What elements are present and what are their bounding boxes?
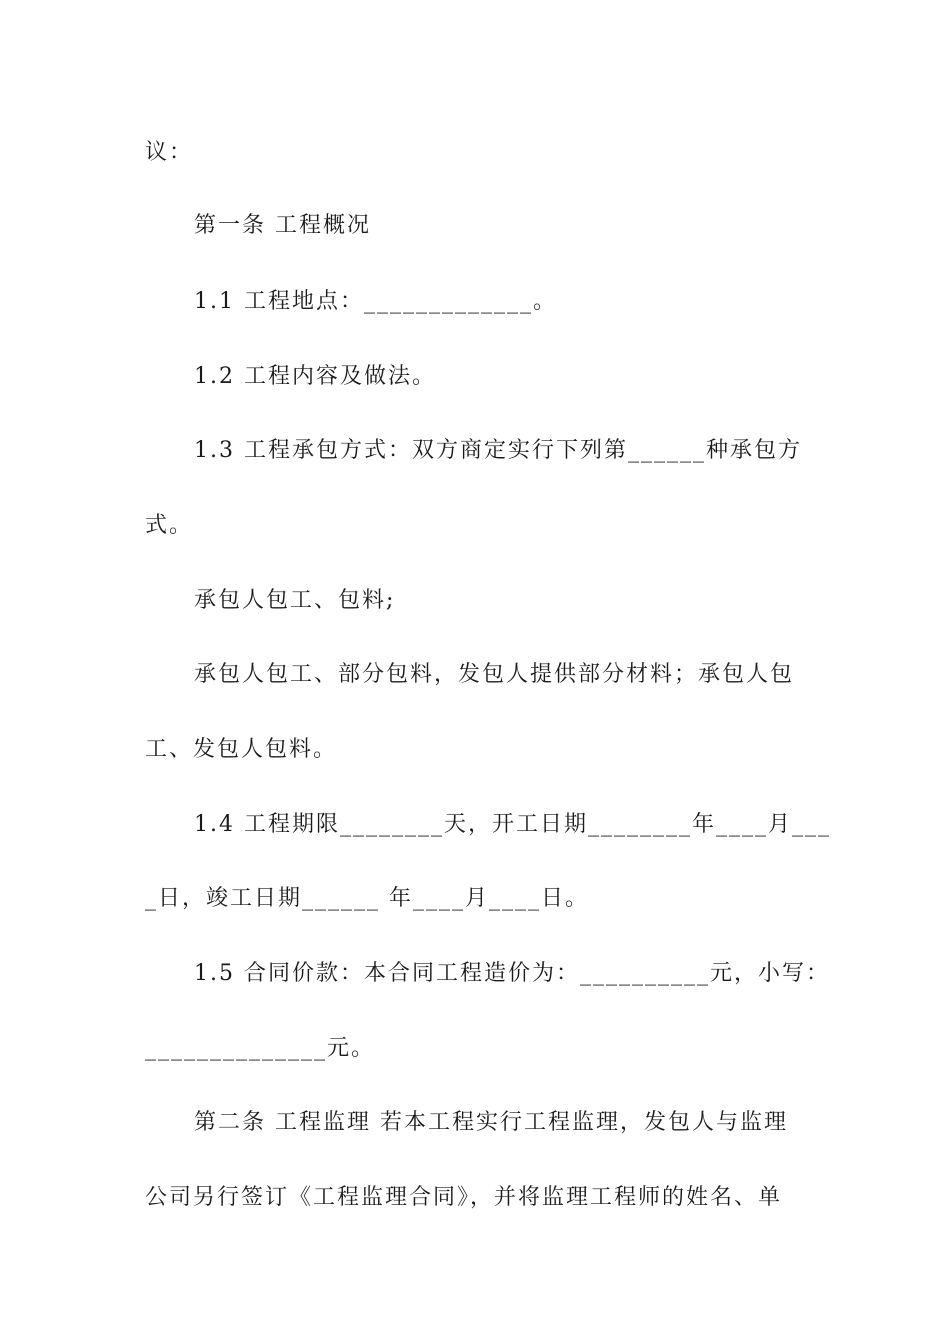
text-line: 承包人包工、部分包料，发包人提供部分材料；承包人包 <box>194 662 795 687</box>
text-line: 工、发包人包料。 <box>145 737 338 762</box>
text-line: _日，竣工日期______ 年____月____日。 <box>145 886 589 911</box>
section-heading: 第一条 工程概况 <box>194 213 371 238</box>
text-line: 式。 <box>145 513 194 538</box>
text-line: 1.1 工程地点：_____________。 <box>194 289 557 314</box>
section-heading: 第二条 工程监理 若本工程实行工程监理，发包人与监理 <box>194 1110 788 1135</box>
text-line: 公司另行签订《工程监理合同》，并将监理工程师的姓名、单 <box>145 1185 783 1210</box>
text-line: 议： <box>145 140 194 165</box>
text-line: 1.3 工程承包方式：双方商定实行下列第______种承包方 <box>194 438 802 463</box>
text-line: 1.2 工程内容及做法。 <box>194 364 436 389</box>
text-line: ______________元。 <box>145 1036 376 1061</box>
text-line: 承包人包工、包料; <box>194 588 396 613</box>
text-line: 1.5 合同价款：本合同工程造价为：__________元，小写： <box>194 961 830 986</box>
text-line: 1.4 工程期限________天，开工日期________年____月___ <box>194 812 831 837</box>
